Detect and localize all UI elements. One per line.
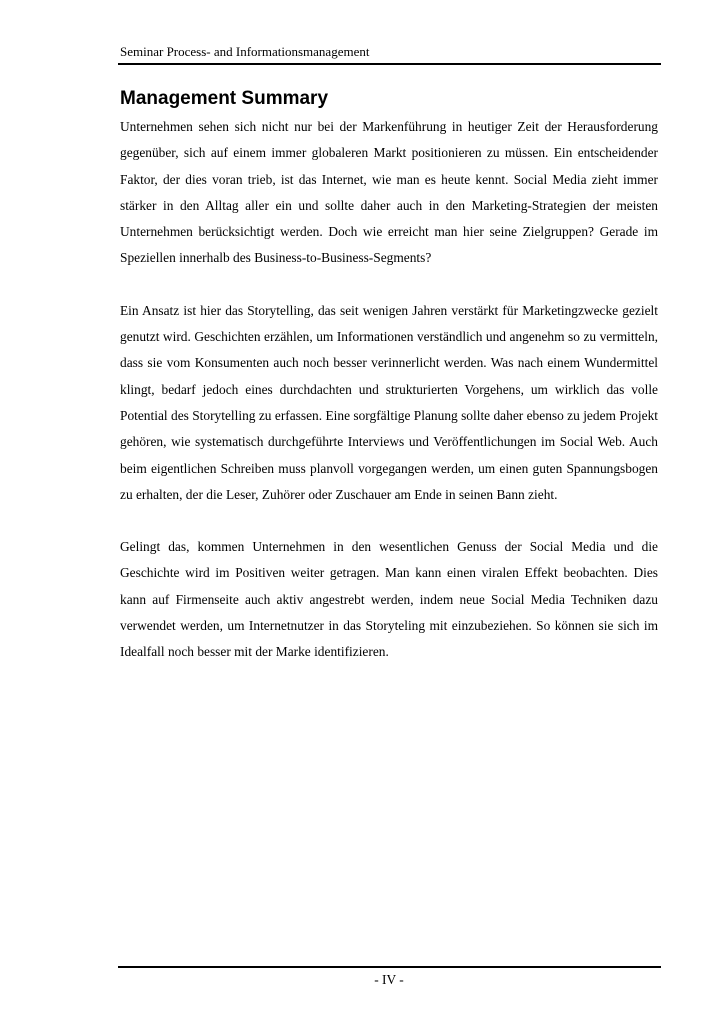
- body-text: [120, 114, 658, 692]
- paragraph-1: Unternehmen sehen sich nicht nur bei der Markenführung in heutiger Zeit der Herausforderung gegenüber, sich auf einem immer globaleren Markt positionieren zu müssen. Ein entscheidender Faktor, der dies voran trieb, ist das Internet, wie man es heute kennt. Social Media zieht immer stärker in den Alltag aller ein und sollte daher auch in den Marketing-Strategien der meisten Unternehmen berücksichtigt werden. Doch wie erreicht man hier seine Zielgruppen? Gerade im Speziellen innerhalb des Business-to-Business-Segments?: [120, 119, 658, 266]
- running-header: Seminar Process- and Informationsmanagement: [120, 44, 370, 59]
- header-divider: [118, 63, 661, 65]
- section-title: Management Summary: [120, 88, 329, 109]
- paragraph-3: Gelingt das, kommen Unternehmen in den wesentlichen Genuss der Social Media und die Geschichte wird im Positiven weiter getragen. Man kann einen viralen Effekt beobachten. Dies kann auf Firmenseite auch aktiv angestrebt werden, indem neue Social Media Techniken dazu verwendet werden, um Internetnutzer in das Storyteling mit einzubeziehen. So können sie sich im Idealfall noch besser mit der Marke identifizieren.: [120, 539, 658, 660]
- page-number: - IV -: [374, 972, 404, 987]
- paragraph-2: Ein Ansatz ist hier das Storytelling, das seit wenigen Jahren verstärkt für Marketingzwecke gezielt genutzt wird. Geschichten erzählen, um Informationen verständlich und angenehm so zu vermitteln, dass sie vom Konsumenten auch noch besser verinnerlicht werden. Was nach einem Wundermittel klingt, bedarf jedoch eines durchdachten und strukturierten Vorgehens, um wirklich das volle Potential des Storytelling zu erfassen. Eine sorgfältige Planung sollte daher ebenso zu jedem Projekt gehören, wie systematisch durchgeführte Interviews und Veröffentlichungen im Social Web. Auch beim eigentlichen Schreiben muss planvoll vorgegangen werden, um einen guten Spannungsbogen zu erhalten, der die Leser, Zuhörer oder Zuschauer am Ende in seinen Bann zieht.: [120, 302, 658, 502]
- footer-divider: [118, 966, 661, 968]
